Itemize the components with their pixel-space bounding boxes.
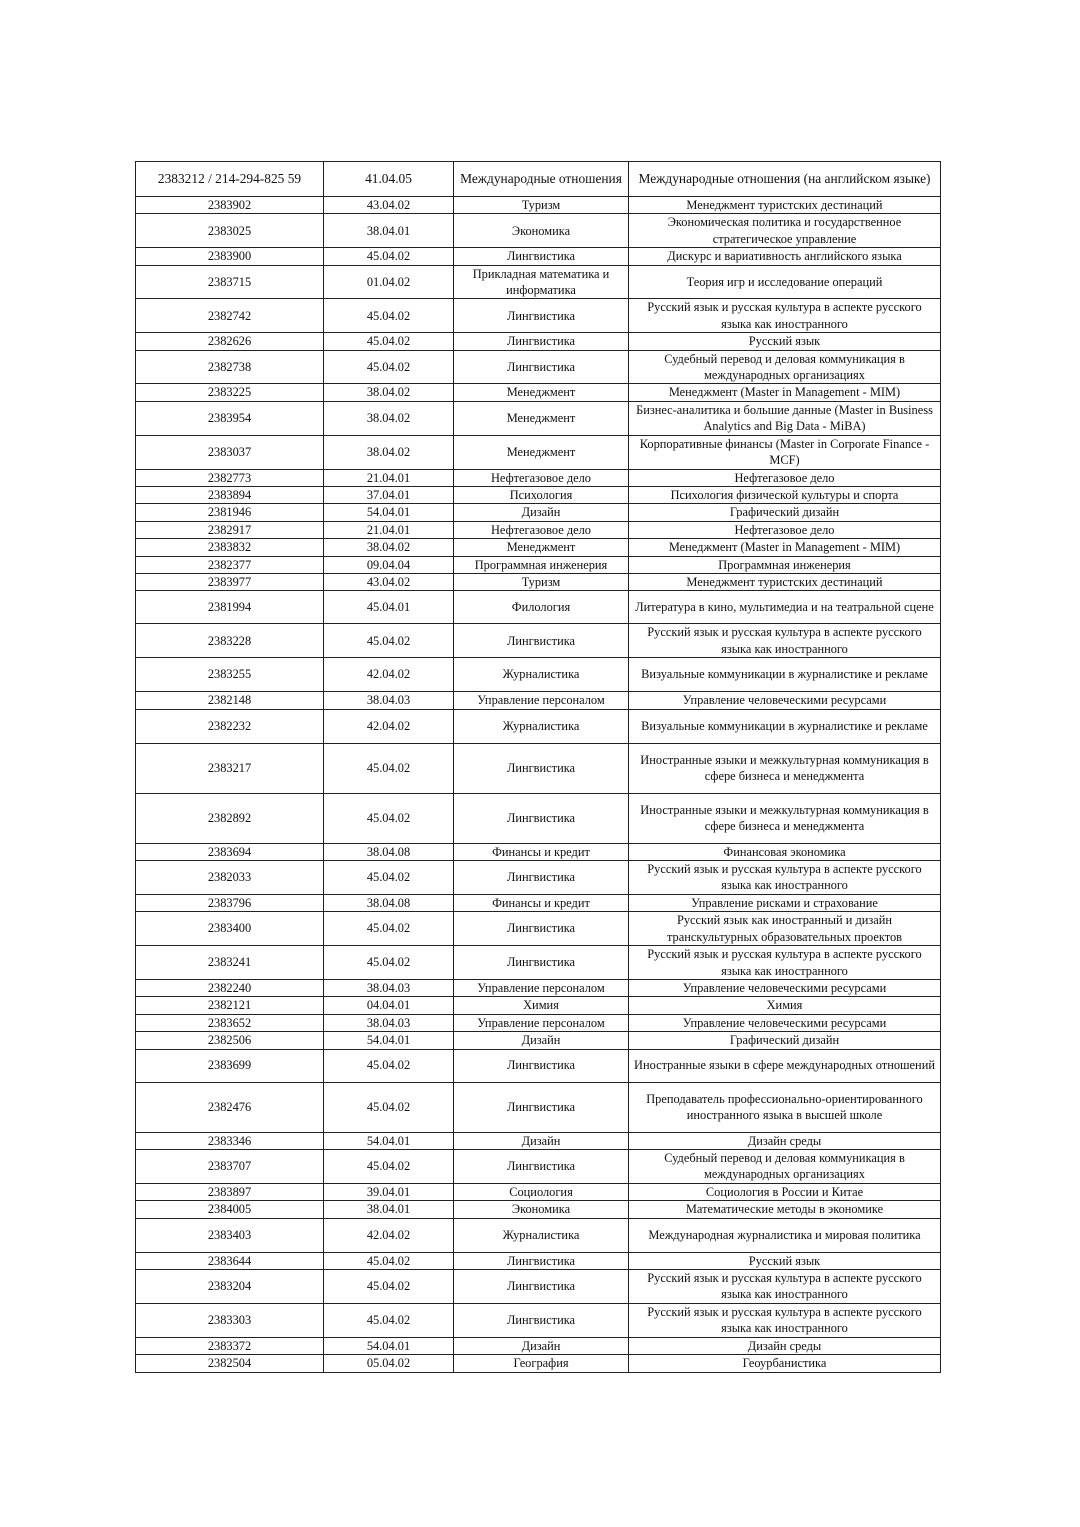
table-row	[136, 1150, 941, 1184]
table-row	[136, 573, 941, 590]
table-row	[136, 350, 941, 384]
program-name-cell: Управление человеческими ресурсами	[629, 692, 941, 709]
applicant-id-cell: 2383372	[136, 1337, 324, 1354]
applicant-id-cell: 2383832	[136, 539, 324, 556]
table-row	[136, 1270, 941, 1304]
specialty-code-cell: 38.04.08	[324, 843, 454, 860]
field-of-study-cell: Лингвистика	[454, 743, 629, 793]
table-row	[136, 333, 941, 350]
specialty-code-cell: 45.04.02	[324, 333, 454, 350]
specialty-code-cell: 45.04.02	[324, 793, 454, 843]
specialty-code-cell: 45.04.02	[324, 912, 454, 946]
program-name-cell: Судебный перевод и деловая коммуникация в международных организациях	[629, 1150, 941, 1184]
table-row	[136, 1201, 941, 1218]
applicant-id-cell: 2383652	[136, 1014, 324, 1031]
field-of-study-cell: Управление персоналом	[454, 980, 629, 997]
program-name-cell: Бизнес-аналитика и большие данные (Master in Business Analytics and Big Data - MiBA)	[629, 401, 941, 435]
table-row	[136, 743, 941, 793]
field-of-study-cell: Финансы и кредит	[454, 843, 629, 860]
program-name-cell: Графический дизайн	[629, 1032, 941, 1049]
field-of-study-cell: Прикладная математика и информатика	[454, 265, 629, 299]
specialty-code-cell: 39.04.01	[324, 1183, 454, 1200]
table-row	[136, 1303, 941, 1337]
applicant-id-cell: 2382773	[136, 469, 324, 486]
table-row	[136, 860, 941, 894]
applicant-id-cell: 2382742	[136, 299, 324, 333]
field-of-study-cell: Менеджмент	[454, 539, 629, 556]
program-name-cell: Дизайн среды	[629, 1132, 941, 1149]
applicant-id-cell: 2383346	[136, 1132, 324, 1149]
applicant-id-cell: 2383707	[136, 1150, 324, 1184]
specialty-code-cell: 45.04.02	[324, 946, 454, 980]
applicant-id-cell: 2383715	[136, 265, 324, 299]
field-of-study-cell: Лингвистика	[454, 333, 629, 350]
specialty-code-cell: 42.04.02	[324, 709, 454, 743]
program-name-cell: Русский язык и русская культура в аспекте русского языка как иностранного	[629, 946, 941, 980]
field-of-study-cell: Филология	[454, 591, 629, 624]
applicant-id-cell: 2382626	[136, 333, 324, 350]
admissions-table	[135, 161, 941, 1373]
specialty-code-cell: 09.04.04	[324, 556, 454, 573]
program-name-cell: Менеджмент туристских дестинаций	[629, 573, 941, 590]
specialty-code-cell: 45.04.02	[324, 350, 454, 384]
specialty-code-cell: 38.04.02	[324, 401, 454, 435]
field-of-study-cell: Дизайн	[454, 1337, 629, 1354]
applicant-id-cell: 2383225	[136, 384, 324, 401]
applicant-id-cell: 2382506	[136, 1032, 324, 1049]
table-row	[136, 1032, 941, 1049]
table-row	[136, 997, 941, 1014]
field-of-study-cell: Психология	[454, 486, 629, 503]
field-of-study-cell: Журналистика	[454, 1218, 629, 1252]
field-of-study-cell: Нефтегазовое дело	[454, 521, 629, 538]
program-name-cell: Русский язык и русская культура в аспекте русского языка как иностранного	[629, 624, 941, 658]
program-name-cell: Русский язык и русская культура в аспекте русского языка как иностранного	[629, 299, 941, 333]
table-row	[136, 591, 941, 624]
field-of-study-cell: Лингвистика	[454, 248, 629, 265]
table-row	[136, 793, 941, 843]
applicant-id-cell: 2382892	[136, 793, 324, 843]
specialty-code-cell: 45.04.01	[324, 591, 454, 624]
table-row	[136, 469, 941, 486]
program-name-cell: Математические методы в экономике	[629, 1201, 941, 1218]
specialty-code-cell: 04.04.01	[324, 997, 454, 1014]
table-row	[136, 486, 941, 503]
table-row	[136, 1355, 941, 1372]
program-name-cell: Иностранные языки и межкультурная коммуникация в сфере бизнеса и менеджмента	[629, 793, 941, 843]
specialty-code-cell: 45.04.02	[324, 1303, 454, 1337]
specialty-code-cell: 45.04.02	[324, 1082, 454, 1132]
applicant-id-cell: 2383796	[136, 894, 324, 911]
program-name-cell: Программная инженерия	[629, 556, 941, 573]
specialty-code-cell: 38.04.02	[324, 384, 454, 401]
field-of-study-cell: Менеджмент	[454, 401, 629, 435]
applicant-id-cell: 2383303	[136, 1303, 324, 1337]
table-body	[136, 162, 941, 1373]
specialty-code-cell: 45.04.02	[324, 1150, 454, 1184]
program-name-cell: Визуальные коммуникации в журналистике и рекламе	[629, 709, 941, 743]
field-of-study-cell: Лингвистика	[454, 624, 629, 658]
program-name-cell: Финансовая экономика	[629, 843, 941, 860]
field-of-study-cell: Дизайн	[454, 504, 629, 521]
applicant-id-cell: 2382476	[136, 1082, 324, 1132]
specialty-code-cell: 38.04.02	[324, 435, 454, 469]
applicant-id-cell: 2383255	[136, 658, 324, 692]
applicant-id-cell: 2382121	[136, 997, 324, 1014]
program-name-cell: Управление человеческими ресурсами	[629, 1014, 941, 1031]
specialty-code-cell: 01.04.02	[324, 265, 454, 299]
program-name-cell: Экономическая политика и государственное стратегическое управление	[629, 214, 941, 248]
field-of-study-cell: Международные отношения	[454, 162, 629, 197]
specialty-code-cell: 37.04.01	[324, 486, 454, 503]
field-of-study-cell: Экономика	[454, 1201, 629, 1218]
program-name-cell: Менеджмент туристских дестинаций	[629, 197, 941, 214]
specialty-code-cell: 43.04.02	[324, 197, 454, 214]
specialty-code-cell: 54.04.01	[324, 1032, 454, 1049]
applicant-id-cell: 2383212 / 214-294-825 59	[136, 162, 324, 197]
program-name-cell: Менеджмент (Master in Management - MIM)	[629, 539, 941, 556]
program-name-cell: Психология физической культуры и спорта	[629, 486, 941, 503]
program-name-cell: Русский язык	[629, 333, 941, 350]
field-of-study-cell: Экономика	[454, 214, 629, 248]
field-of-study-cell: Менеджмент	[454, 384, 629, 401]
field-of-study-cell: Лингвистика	[454, 1303, 629, 1337]
applicant-id-cell: 2382033	[136, 860, 324, 894]
field-of-study-cell: Туризм	[454, 573, 629, 590]
specialty-code-cell: 38.04.03	[324, 692, 454, 709]
program-name-cell: Геоурбанистика	[629, 1355, 941, 1372]
applicant-id-cell: 2383902	[136, 197, 324, 214]
table-row	[136, 1337, 941, 1354]
specialty-code-cell: 21.04.01	[324, 469, 454, 486]
field-of-study-cell: География	[454, 1355, 629, 1372]
table-row	[136, 912, 941, 946]
program-name-cell: Дискурс и вариативность английского языка	[629, 248, 941, 265]
field-of-study-cell: Дизайн	[454, 1032, 629, 1049]
specialty-code-cell: 45.04.02	[324, 860, 454, 894]
program-name-cell: Литература в кино, мультимедиа и на театральной сцене	[629, 591, 941, 624]
applicant-id-cell: 2383694	[136, 843, 324, 860]
specialty-code-cell: 45.04.02	[324, 624, 454, 658]
applicant-id-cell: 2383228	[136, 624, 324, 658]
program-name-cell: Менеджмент (Master in Management - MIM)	[629, 384, 941, 401]
field-of-study-cell: Лингвистика	[454, 860, 629, 894]
specialty-code-cell: 42.04.02	[324, 1218, 454, 1252]
field-of-study-cell: Лингвистика	[454, 1049, 629, 1082]
table-row	[136, 521, 941, 538]
table-row	[136, 658, 941, 692]
program-name-cell: Русский язык как иностранный и дизайн транскультурных образовательных проектов	[629, 912, 941, 946]
table-row	[136, 1082, 941, 1132]
field-of-study-cell: Менеджмент	[454, 435, 629, 469]
specialty-code-cell: 42.04.02	[324, 658, 454, 692]
field-of-study-cell: Нефтегазовое дело	[454, 469, 629, 486]
table-row	[136, 1132, 941, 1149]
specialty-code-cell: 05.04.02	[324, 1355, 454, 1372]
program-name-cell: Судебный перевод и деловая коммуникация в международных организациях	[629, 350, 941, 384]
applicant-id-cell: 2383025	[136, 214, 324, 248]
table-row	[136, 1218, 941, 1252]
specialty-code-cell: 45.04.02	[324, 1049, 454, 1082]
specialty-code-cell: 38.04.02	[324, 539, 454, 556]
table-row	[136, 384, 941, 401]
table-row	[136, 265, 941, 299]
program-name-cell: Графический дизайн	[629, 504, 941, 521]
program-name-cell: Преподаватель профессионально-ориентированного иностранного языка в высшей школе	[629, 1082, 941, 1132]
applicant-id-cell: 2383241	[136, 946, 324, 980]
applicant-id-cell: 2383900	[136, 248, 324, 265]
applicant-id-cell: 2383977	[136, 573, 324, 590]
applicant-id-cell: 2383894	[136, 486, 324, 503]
table-row	[136, 624, 941, 658]
applicant-id-cell: 2383037	[136, 435, 324, 469]
applicant-id-cell: 2382232	[136, 709, 324, 743]
applicant-id-cell: 2383897	[136, 1183, 324, 1200]
field-of-study-cell: Лингвистика	[454, 946, 629, 980]
applicant-id-cell: 2383954	[136, 401, 324, 435]
field-of-study-cell: Управление персоналом	[454, 1014, 629, 1031]
field-of-study-cell: Лингвистика	[454, 350, 629, 384]
applicant-id-cell: 2384005	[136, 1201, 324, 1218]
specialty-code-cell: 54.04.01	[324, 504, 454, 521]
applicant-id-cell: 2383400	[136, 912, 324, 946]
specialty-code-cell: 38.04.03	[324, 1014, 454, 1031]
program-name-cell: Нефтегазовое дело	[629, 469, 941, 486]
specialty-code-cell: 54.04.01	[324, 1337, 454, 1354]
specialty-code-cell: 45.04.02	[324, 743, 454, 793]
table-row	[136, 214, 941, 248]
applicant-id-cell: 2382738	[136, 350, 324, 384]
specialty-code-cell: 38.04.08	[324, 894, 454, 911]
applicant-id-cell: 2382377	[136, 556, 324, 573]
table-row	[136, 556, 941, 573]
program-name-cell: Визуальные коммуникации в журналистике и рекламе	[629, 658, 941, 692]
field-of-study-cell: Дизайн	[454, 1132, 629, 1149]
specialty-code-cell: 41.04.05	[324, 162, 454, 197]
field-of-study-cell: Журналистика	[454, 658, 629, 692]
specialty-code-cell: 38.04.03	[324, 980, 454, 997]
applicant-id-cell: 2383644	[136, 1252, 324, 1269]
program-name-cell: Дизайн среды	[629, 1337, 941, 1354]
specialty-code-cell: 45.04.02	[324, 299, 454, 333]
table-row	[136, 1049, 941, 1082]
program-name-cell: Международная журналистика и мировая политика	[629, 1218, 941, 1252]
table-row	[136, 435, 941, 469]
field-of-study-cell: Лингвистика	[454, 1270, 629, 1304]
field-of-study-cell: Финансы и кредит	[454, 894, 629, 911]
table-row	[136, 1252, 941, 1269]
table-row	[136, 539, 941, 556]
program-name-cell: Иностранные языки и межкультурная коммуникация в сфере бизнеса и менеджмента	[629, 743, 941, 793]
program-name-cell: Международные отношения (на английском языке)	[629, 162, 941, 197]
table-row	[136, 980, 941, 997]
program-name-cell: Русский язык	[629, 1252, 941, 1269]
table-row	[136, 401, 941, 435]
applicant-id-cell: 2382240	[136, 980, 324, 997]
field-of-study-cell: Лингвистика	[454, 1252, 629, 1269]
specialty-code-cell: 54.04.01	[324, 1132, 454, 1149]
table-row	[136, 894, 941, 911]
table-row	[136, 197, 941, 214]
field-of-study-cell: Химия	[454, 997, 629, 1014]
table-row	[136, 504, 941, 521]
specialty-code-cell: 43.04.02	[324, 573, 454, 590]
field-of-study-cell: Лингвистика	[454, 793, 629, 843]
table-row	[136, 299, 941, 333]
applicant-id-cell: 2382148	[136, 692, 324, 709]
program-name-cell: Теория игр и исследование операций	[629, 265, 941, 299]
applicant-id-cell: 2383403	[136, 1218, 324, 1252]
applicant-id-cell: 2382917	[136, 521, 324, 538]
program-name-cell: Нефтегазовое дело	[629, 521, 941, 538]
specialty-code-cell: 21.04.01	[324, 521, 454, 538]
field-of-study-cell: Лингвистика	[454, 1082, 629, 1132]
table-row	[136, 946, 941, 980]
program-name-cell: Русский язык и русская культура в аспекте русского языка как иностранного	[629, 1303, 941, 1337]
program-name-cell: Корпоративные финансы (Master in Corporate Finance - MCF)	[629, 435, 941, 469]
specialty-code-cell: 45.04.02	[324, 1270, 454, 1304]
applicant-id-cell: 2381994	[136, 591, 324, 624]
table-row	[136, 843, 941, 860]
program-name-cell: Иностранные языки в сфере международных отношений	[629, 1049, 941, 1082]
field-of-study-cell: Лингвистика	[454, 912, 629, 946]
applicant-id-cell: 2383699	[136, 1049, 324, 1082]
field-of-study-cell: Социология	[454, 1183, 629, 1200]
program-name-cell: Управление человеческими ресурсами	[629, 980, 941, 997]
applicant-id-cell: 2381946	[136, 504, 324, 521]
field-of-study-cell: Лингвистика	[454, 299, 629, 333]
field-of-study-cell: Лингвистика	[454, 1150, 629, 1184]
table-row	[136, 692, 941, 709]
program-name-cell: Химия	[629, 997, 941, 1014]
applicant-id-cell: 2382504	[136, 1355, 324, 1372]
applicant-id-cell: 2383217	[136, 743, 324, 793]
specialty-code-cell: 45.04.02	[324, 248, 454, 265]
table-row	[136, 709, 941, 743]
field-of-study-cell: Журналистика	[454, 709, 629, 743]
field-of-study-cell: Программная инженерия	[454, 556, 629, 573]
specialty-code-cell: 45.04.02	[324, 1252, 454, 1269]
table-row	[136, 1014, 941, 1031]
table-row	[136, 162, 941, 197]
program-name-cell: Социология в России и Китае	[629, 1183, 941, 1200]
applicant-id-cell: 2383204	[136, 1270, 324, 1304]
program-name-cell: Управление рисками и страхование	[629, 894, 941, 911]
table-row	[136, 1183, 941, 1200]
table-row	[136, 248, 941, 265]
program-name-cell: Русский язык и русская культура в аспекте русского языка как иностранного	[629, 860, 941, 894]
specialty-code-cell: 38.04.01	[324, 214, 454, 248]
specialty-code-cell: 38.04.01	[324, 1201, 454, 1218]
field-of-study-cell: Управление персоналом	[454, 692, 629, 709]
program-name-cell: Русский язык и русская культура в аспекте русского языка как иностранного	[629, 1270, 941, 1304]
field-of-study-cell: Туризм	[454, 197, 629, 214]
